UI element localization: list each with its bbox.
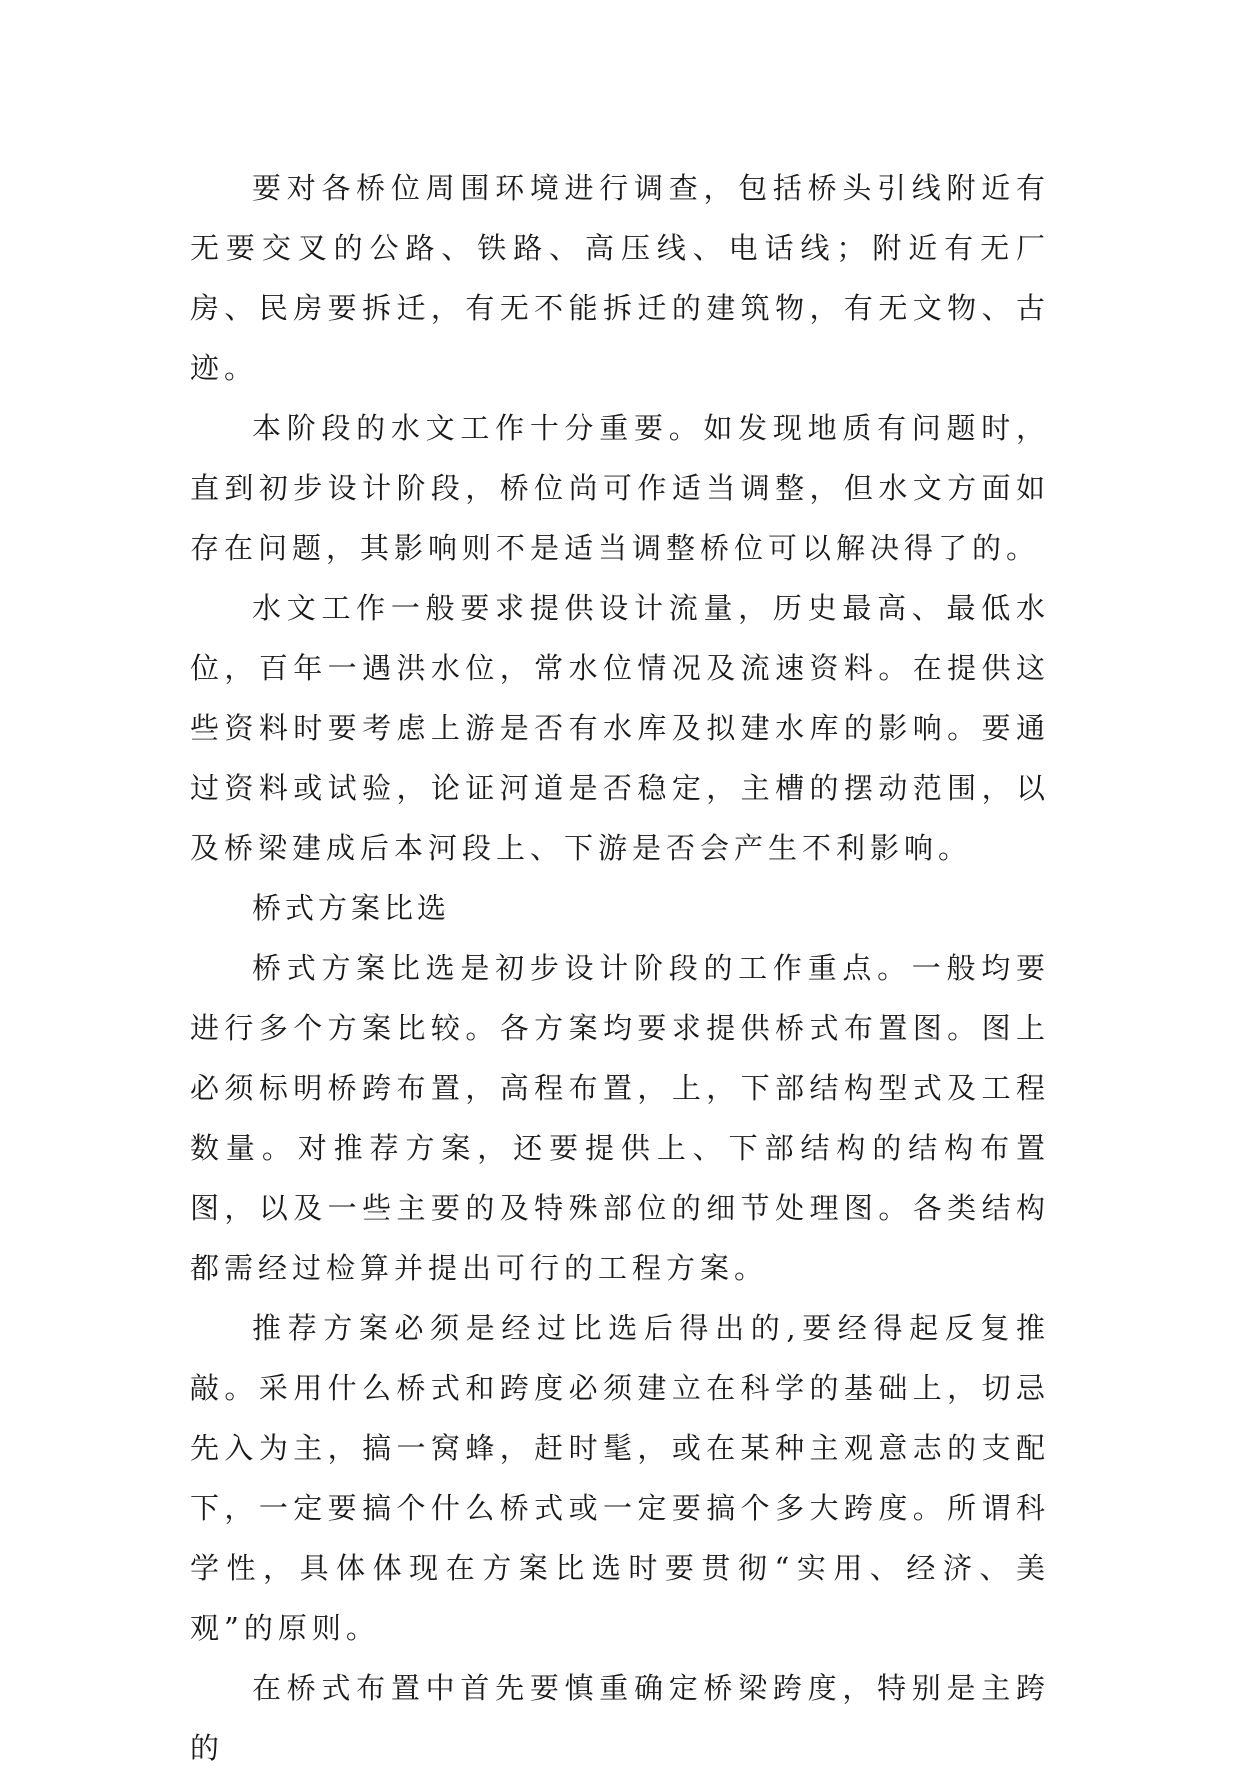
paragraph-span-determination: 在桥式布置中首先要慎重确定桥梁跨度，特别是主跨的 (190, 1671, 1050, 1765)
document-body (190, 158, 1050, 1778)
section-heading-bridge-scheme-comparison: 桥式方案比选 (252, 891, 451, 925)
paragraph-hydrology-requirements: 水文工作一般要求提供设计流量，历史最高、最低水位，百年一遇洪水位，常水位情况及流速资料。在提供这些资料时要考虑上游是否有水库及拟建水库的影响。要通过资料或试验，论证河道是否稳定，主槽的摆动范围，以及桥梁建成后本河段上、下游是否会产生不利影响。 (190, 591, 1050, 865)
paragraph-recommended-scheme: 推荐方案必须是经过比选后得出的,要经得起反复推敲。采用什么桥式和跨度必须建立在科学的基础上，切忌先入为主，搞一窝蜂，赶时髦，或在某种主观意志的支配下，一定要搞个什么桥式或一定要搞个多大跨度。所谓科学性，具体体现在方案比选时要贯彻“实用、经济、美观”的原则。 (190, 1311, 1050, 1645)
paragraph-hydrology-importance: 本阶段的水文工作十分重要。如发现地质有问题时，直到初步设计阶段，桥位尚可作适当调整，但水文方面如存在问题，其影响则不是适当调整桥位可以解决得了的。 (190, 411, 1050, 565)
paragraph-scheme-comparison: 桥式方案比选是初步设计阶段的工作重点。一般均要进行多个方案比较。各方案均要求提供桥式布置图。图上必须标明桥跨布置，高程布置，上，下部结构型式及工程数量。对推荐方案，还要提供上、下部结构的结构布置图，以及一些主要的及特殊部位的细节处理图。各类结构都需经过检算并提出可行的工程方案。 (190, 951, 1050, 1285)
paragraph-surroundings-survey: 要对各桥位周围环境进行调查，包括桥头引线附近有无要交叉的公路、铁路、高压线、电话线；附近有无厂房、民房要拆迁，有无不能拆迁的建筑物，有无文物、古迹。 (190, 171, 1050, 385)
